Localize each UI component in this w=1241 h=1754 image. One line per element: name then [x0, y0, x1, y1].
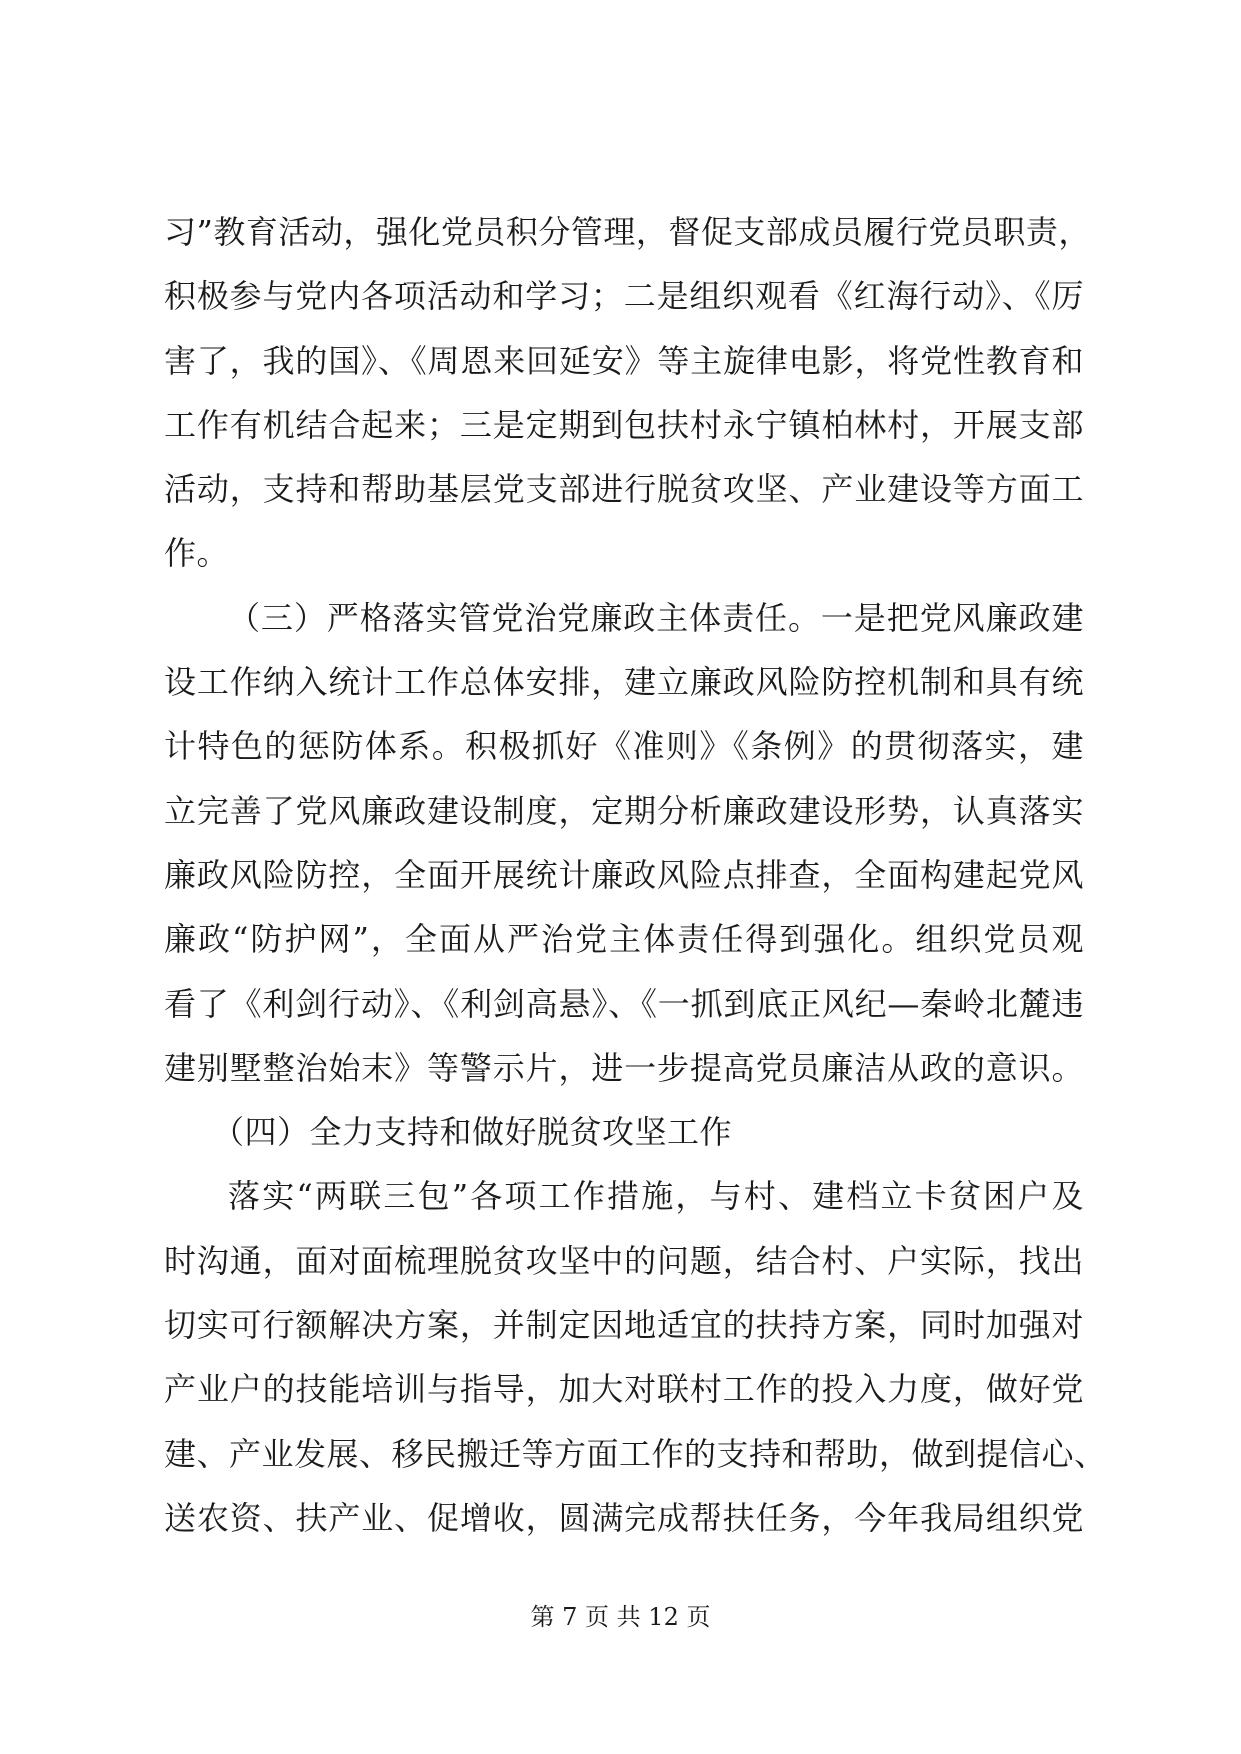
text-line: 送农资、扶产业、促增收，圆满完成帮扶任务，今年我局组织党 — [164, 1498, 1084, 1537]
text-line: 积极参与党内各项活动和学习；二是组织观看《红海行动》、《厉 — [164, 277, 1084, 316]
text-line: 立完善了党风廉政建设制度，定期分析廉政建设形势，认真落实 — [164, 791, 1084, 830]
text-line: 时沟通，面对面梳理脱贫攻坚中的问题，结合村、户实际，找出 — [164, 1241, 1084, 1280]
text-line: 害了，我的国》、《周恩来回延安》等主旋律电影，将党性教育和 — [164, 341, 1084, 380]
text-line: 工作有机结合起来；三是定期到包扶村永宁镇柏林村，开展支部 — [164, 405, 1084, 444]
text-line: 产业户的技能培训与指导，加大对联村工作的投入力度，做好党 — [164, 1370, 1084, 1409]
text-line: 活动，支持和帮助基层党支部进行脱贫攻坚、产业建设等方面工 — [164, 470, 1084, 509]
section-heading-line: （三）严格落实管党治党廉政主体责任。一是把党风廉政建 — [228, 598, 1084, 637]
text-line: 建、产业发展、移民搬迁等方面工作的支持和帮助，做到提信心、 — [164, 1434, 1107, 1473]
text-line: 习”教育活动，强化党员积分管理，督促支部成员履行党员职责， — [164, 213, 1091, 251]
text-line: 落实“两联三包”各项工作措施，与村、建档立卡贫困户及 — [228, 1177, 1084, 1216]
text-line: 廉政“防护网”，全面从严治党主体责任得到强化。组织党员观 — [164, 920, 1084, 959]
text-line: 计特色的惩防体系。积极抓好《准则》《条例》的贯彻落实，建 — [164, 727, 1084, 766]
section-heading: （四）全力支持和做好脱贫攻坚工作 — [212, 1113, 733, 1152]
text-line: 作。 — [164, 534, 230, 573]
text-line: 廉政风险防控，全面开展统计廉政风险点排查，全面构建起党风 — [164, 855, 1084, 894]
text-line: 切实可行额解决方案，并制定因地适宜的扶持方案，同时加强对 — [164, 1306, 1084, 1345]
text-line: 设工作纳入统计工作总体安排，建立廉政风险防控机制和具有统 — [164, 663, 1084, 702]
text-line: 看了《利剑行动》、《利剑高悬》、《一抓到底正风纪—秦岭北麓违 — [164, 984, 1084, 1023]
text-line: 建别墅整治始末》等警示片，进一步提高党员廉洁从政的意识。 — [164, 1048, 1084, 1087]
body-text — [164, 200, 1107, 1550]
page-number-footer: 第 7 页 共 12 页 — [530, 1603, 711, 1631]
